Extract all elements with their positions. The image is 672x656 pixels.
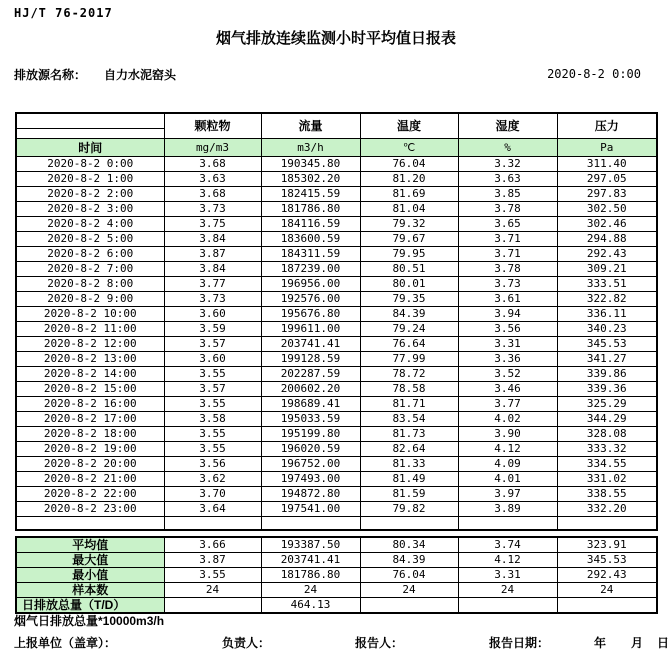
cell-value: 325.29 [557,396,657,411]
table-row [16,366,657,381]
cell-time: 2020-8-2 2:00 [16,186,164,201]
cell-value: 81.69 [360,186,458,201]
summary-value: 3.55 [164,568,261,583]
cell-time: 2020-8-2 19:00 [16,441,164,456]
cell-value: 78.58 [360,381,458,396]
summary-row [16,568,657,583]
summary-value: 4.12 [458,553,557,568]
cell-value: 3.78 [458,201,557,216]
summary-value [458,598,557,614]
cell-value: 81.71 [360,396,458,411]
cell-time: 2020-8-2 11:00 [16,321,164,336]
cell-value: 80.01 [360,276,458,291]
summary-value: 24 [360,583,458,598]
cell-time: 2020-8-2 0:00 [16,156,164,171]
cell-time: 2020-8-2 13:00 [16,351,164,366]
cell-value: 4.01 [458,471,557,486]
cell-value: 77.99 [360,351,458,366]
cell-value: 3.61 [458,291,557,306]
table-row [16,156,657,171]
cell-time: 2020-8-2 22:00 [16,486,164,501]
table-row [16,411,657,426]
blank-cell [16,128,164,138]
cell-value: 3.87 [164,246,261,261]
summary-value: 80.34 [360,537,458,553]
cell-value: 195033.59 [261,411,360,426]
cell-value: 79.35 [360,291,458,306]
cell-time: 2020-8-2 23:00 [16,501,164,516]
cell-value: 341.27 [557,351,657,366]
table-row [16,396,657,411]
table-row [16,456,657,471]
time-header-cell: 时间 [16,138,164,156]
cell-time: 2020-8-2 18:00 [16,426,164,441]
cell-value: 3.85 [458,186,557,201]
table-row [16,201,657,216]
table-row [16,306,657,321]
unit-humidity: % [458,138,557,156]
report-datetime: 2020-8-2 0:00 [547,67,641,81]
cell-value: 192576.00 [261,291,360,306]
cell-value: 3.36 [458,351,557,366]
cell-value: 297.05 [557,171,657,186]
summary-value: 3.31 [458,568,557,583]
cell-value: 194872.80 [261,486,360,501]
summary-rows [16,537,657,613]
cell-value: 196752.00 [261,456,360,471]
cell-value: 196956.00 [261,276,360,291]
column-header-temperature: 温度 [360,113,458,138]
summary-value: 464.13 [261,598,360,614]
cell-time: 2020-8-2 7:00 [16,261,164,276]
footer-note: 烟气日排放总量*10000m3/h [14,614,165,628]
emission-source-line [14,66,176,83]
cell-time: 2020-8-2 4:00 [16,216,164,231]
cell-value: 309.21 [557,261,657,276]
cell-value: 3.73 [458,276,557,291]
cell-value: 76.04 [360,156,458,171]
table-row [16,216,657,231]
cell-value: 81.59 [360,486,458,501]
cell-value: 197541.00 [261,501,360,516]
cell-time: 2020-8-2 14:00 [16,366,164,381]
report-unit-label: 上报单位（盖章）： [14,636,117,650]
cell-value: 3.64 [164,501,261,516]
summary-value: 24 [261,583,360,598]
cell-value: 339.86 [557,366,657,381]
cell-value: 200602.20 [261,381,360,396]
cell-value: 3.55 [164,426,261,441]
table-row [16,441,657,456]
report-date-label: 报告日期： [489,636,550,650]
responsible-person-label: 负责人： [222,636,271,650]
summary-row [16,583,657,598]
summary-label: 样本数 [16,583,164,598]
cell-value: 81.33 [360,456,458,471]
cell-value: 3.60 [164,306,261,321]
cell-value: 195199.80 [261,426,360,441]
summary-row [16,553,657,568]
summary-row [16,598,657,614]
cell-time: 2020-8-2 15:00 [16,381,164,396]
reporter-label: 报告人： [355,636,404,650]
summary-value: 24 [557,583,657,598]
cell-value: 4.12 [458,441,557,456]
cell-value: 79.32 [360,216,458,231]
table-row [16,321,657,336]
summary-row [16,537,657,553]
cell-value: 3.57 [164,381,261,396]
cell-time: 2020-8-2 1:00 [16,171,164,186]
day-label: 日 [657,636,670,650]
year-label: 年 [594,636,607,650]
table-row [16,381,657,396]
column-header-row [16,113,657,128]
cell-value: 322.82 [557,291,657,306]
cell-value: 82.64 [360,441,458,456]
cell-value: 3.58 [164,411,261,426]
cell-value: 4.02 [458,411,557,426]
cell-value: 187239.00 [261,261,360,276]
cell-value: 3.71 [458,246,557,261]
cell-value: 202287.59 [261,366,360,381]
cell-value: 184116.59 [261,216,360,231]
cell-value: 197493.00 [261,471,360,486]
cell-time: 2020-8-2 16:00 [16,396,164,411]
emission-source-name: 自力水泥窑头 [104,68,177,82]
cell-value: 3.56 [164,456,261,471]
cell-value: 345.53 [557,336,657,351]
unit-header-row [16,138,657,156]
cell-value: 3.84 [164,231,261,246]
table-row [16,291,657,306]
cell-time: 2020-8-2 21:00 [16,471,164,486]
summary-value: 292.43 [557,568,657,583]
summary-value: 323.91 [557,537,657,553]
month-label: 月 [631,636,644,650]
table-row [16,351,657,366]
cell-value: 79.82 [360,501,458,516]
table-row [16,261,657,276]
table-row [16,426,657,441]
cell-value: 79.95 [360,246,458,261]
cell-value: 3.52 [458,366,557,381]
cell-value: 3.32 [458,156,557,171]
cell-value: 79.24 [360,321,458,336]
cell-value: 3.68 [164,156,261,171]
standard-code: HJ/T 76-2017 [14,6,113,20]
cell-value: 78.72 [360,366,458,381]
cell-value: 3.63 [164,171,261,186]
cell-value: 3.57 [164,336,261,351]
cell-value: 3.71 [458,231,557,246]
summary-label: 日排放总量（T/D） [16,598,164,614]
cell-value: 3.55 [164,366,261,381]
summary-value: 3.74 [458,537,557,553]
cell-value: 81.49 [360,471,458,486]
cell-value: 3.94 [458,306,557,321]
cell-value: 331.02 [557,471,657,486]
unit-temperature: ℃ [360,138,458,156]
cell-time: 2020-8-2 5:00 [16,231,164,246]
table-row [16,336,657,351]
unit-pressure: Pa [557,138,657,156]
summary-value: 193387.50 [261,537,360,553]
cell-value: 338.55 [557,486,657,501]
cell-value: 4.09 [458,456,557,471]
column-header-pm: 颗粒物 [164,113,261,138]
cell-value: 183600.59 [261,231,360,246]
summary-value [164,598,261,614]
unit-flow: m3/h [261,138,360,156]
summary-value: 84.39 [360,553,458,568]
hourly-data-table [15,112,658,531]
cell-value: 81.73 [360,426,458,441]
summary-value [360,598,458,614]
cell-value: 195676.80 [261,306,360,321]
cell-value: 3.68 [164,186,261,201]
cell-value: 80.51 [360,261,458,276]
cell-value: 328.08 [557,426,657,441]
cell-value: 83.54 [360,411,458,426]
summary-value [557,598,657,614]
blank-row [16,516,657,530]
cell-value: 3.77 [458,396,557,411]
cell-value: 185302.20 [261,171,360,186]
cell-value: 76.64 [360,336,458,351]
cell-value: 333.32 [557,441,657,456]
column-header-pressure: 压力 [557,113,657,138]
cell-value: 3.31 [458,336,557,351]
summary-label: 最小值 [16,568,164,583]
summary-label: 平均值 [16,537,164,553]
cell-value: 311.40 [557,156,657,171]
cell-value: 81.04 [360,201,458,216]
column-header-flow: 流量 [261,113,360,138]
cell-time: 2020-8-2 12:00 [16,336,164,351]
cell-value: 198689.41 [261,396,360,411]
cell-value: 3.60 [164,351,261,366]
cell-value: 3.70 [164,486,261,501]
summary-value: 24 [458,583,557,598]
cell-value: 3.89 [458,501,557,516]
cell-value: 334.55 [557,456,657,471]
cell-value: 344.29 [557,411,657,426]
table-row [16,231,657,246]
cell-value: 196020.59 [261,441,360,456]
table-row [16,471,657,486]
summary-value: 345.53 [557,553,657,568]
summary-value: 203741.41 [261,553,360,568]
cell-value: 3.73 [164,291,261,306]
summary-value: 76.04 [360,568,458,583]
table-row [16,501,657,516]
cell-value: 3.56 [458,321,557,336]
cell-time: 2020-8-2 17:00 [16,411,164,426]
page-title: 烟气排放连续监测小时平均值日报表 [215,30,456,47]
cell-value: 199128.59 [261,351,360,366]
cell-time: 2020-8-2 10:00 [16,306,164,321]
cell-value: 3.46 [458,381,557,396]
cell-value: 181786.80 [261,201,360,216]
cell-value: 333.51 [557,276,657,291]
hourly-rows [16,156,657,516]
cell-value: 297.83 [557,186,657,201]
cell-value: 3.78 [458,261,557,276]
cell-value: 332.20 [557,501,657,516]
summary-value: 181786.80 [261,568,360,583]
cell-value: 199611.00 [261,321,360,336]
cell-value: 190345.80 [261,156,360,171]
cell-value: 184311.59 [261,246,360,261]
cell-value: 84.39 [360,306,458,321]
cell-value: 302.50 [557,201,657,216]
unit-pm: mg/m3 [164,138,261,156]
cell-time: 2020-8-2 9:00 [16,291,164,306]
blank-cell [16,113,164,128]
cell-value: 3.75 [164,216,261,231]
cell-value: 3.84 [164,261,261,276]
blank-separator [16,516,657,530]
summary-value: 24 [164,583,261,598]
summary-value: 3.66 [164,537,261,553]
cell-value: 3.90 [458,426,557,441]
cell-value: 340.23 [557,321,657,336]
cell-value: 3.77 [164,276,261,291]
signature-line [0,634,672,650]
cell-time: 2020-8-2 3:00 [16,201,164,216]
cell-value: 3.55 [164,396,261,411]
cell-value: 203741.41 [261,336,360,351]
cell-value: 3.65 [458,216,557,231]
summary-label: 最大值 [16,553,164,568]
column-header-humidity: 湿度 [458,113,557,138]
cell-value: 3.97 [458,486,557,501]
cell-value: 3.55 [164,441,261,456]
table-row [16,246,657,261]
emission-source-label: 排放源名称： [14,68,87,82]
cell-time: 2020-8-2 6:00 [16,246,164,261]
cell-value: 336.11 [557,306,657,321]
table-row [16,486,657,501]
cell-value: 3.59 [164,321,261,336]
cell-value: 79.67 [360,231,458,246]
table-row [16,171,657,186]
cell-value: 182415.59 [261,186,360,201]
summary-table [15,536,658,614]
cell-value: 292.43 [557,246,657,261]
cell-value: 81.20 [360,171,458,186]
cell-value: 294.88 [557,231,657,246]
cell-time: 2020-8-2 8:00 [16,276,164,291]
cell-value: 3.73 [164,201,261,216]
cell-time: 2020-8-2 20:00 [16,456,164,471]
tables-area [15,112,658,614]
summary-value: 3.87 [164,553,261,568]
cell-value: 3.63 [458,171,557,186]
table-row [16,276,657,291]
table-row [16,186,657,201]
cell-value: 3.62 [164,471,261,486]
cell-value: 339.36 [557,381,657,396]
cell-value: 302.46 [557,216,657,231]
